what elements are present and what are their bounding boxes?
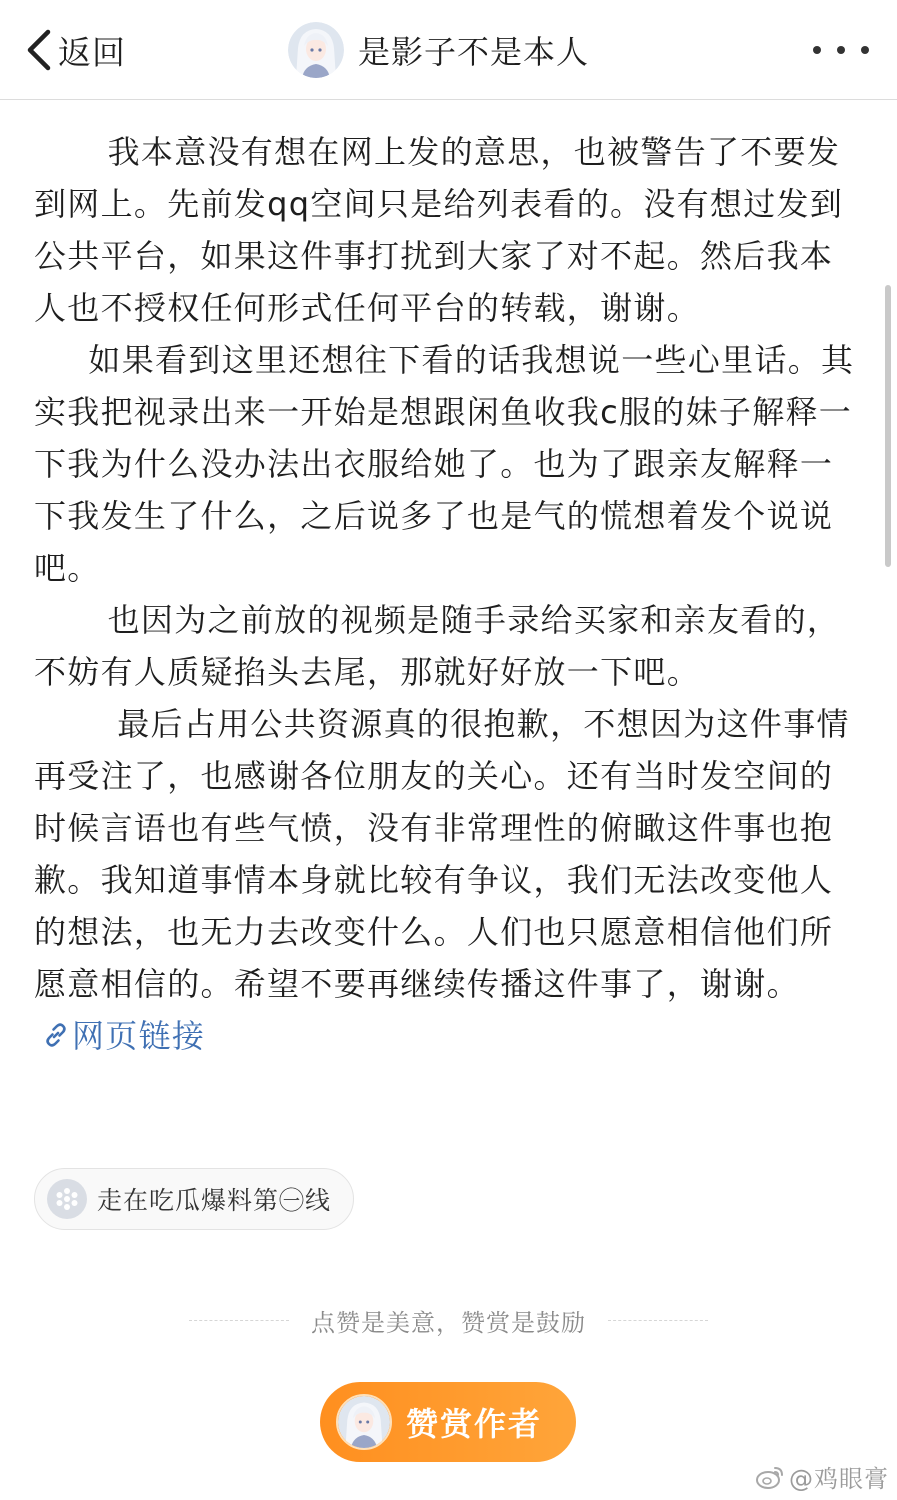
author-title[interactable] <box>288 20 589 80</box>
more-dots-icon <box>813 46 821 54</box>
page-title: 是影子不是本人 <box>358 33 590 71</box>
back-button[interactable] <box>24 22 126 78</box>
paragraph-text: 我本意没有想在网上发的意思，也被警告了不要发到网上。先前发qq空间只是给列表看的。没有想过发到公共平台，如果这件事打扰到大家了对不起。然后我本人也不授权任何形式任何平台的转载，谢谢。 <box>34 133 844 327</box>
top-nav-bar <box>0 0 897 100</box>
article-body <box>34 126 866 1062</box>
article-paragraph <box>34 698 866 1062</box>
author-avatar <box>336 1394 392 1450</box>
web-link[interactable] <box>34 1017 205 1055</box>
author-avatar[interactable] <box>288 22 344 78</box>
link-icon <box>42 1021 70 1049</box>
article-paragraph <box>34 126 866 334</box>
watermark-text: @鸡眼膏 <box>789 1465 889 1493</box>
more-dots-icon <box>861 46 869 54</box>
reward-label: 赞赏作者 <box>406 1405 543 1443</box>
divider-line <box>189 1320 289 1321</box>
divider-line <box>608 1320 708 1321</box>
topic-tag[interactable] <box>34 1168 354 1230</box>
topic-label: 走在吃瓜爆料第㊀线 <box>97 1186 332 1215</box>
flower-icon <box>54 1186 80 1212</box>
weibo-icon <box>755 1464 785 1490</box>
weibo-watermark <box>755 1459 889 1494</box>
back-label: 返回 <box>58 32 126 72</box>
link-label[interactable]: 网页链接 <box>72 1017 206 1055</box>
article-paragraph <box>34 594 866 698</box>
paragraph-text: 最后占用公共资源真的很抱歉，不想因为这件事情再受注了，也感谢各位朋友的关心。还有当时发空间的时候言语也有些气愤，没有非常理性的俯瞰这件事也抱歉。我知道事情本身就比较有争议，我们无法改变他人的想法，也无力去改变什么。人们也只愿意相信他们所愿意相信的。希望不要再继续传播这件事了，谢谢。 <box>34 705 850 1003</box>
article-paragraph <box>34 334 866 594</box>
paragraph-text: 如果看到这里还想往下看的话我想说一些心里话。其实我把视录出来一开始是想跟闲鱼收我c服的妹子解释一下我为什么没办法出衣服给她了。也为了跟亲友解释一下我发生了什么，之后说多了也是气的慌想着发个说说吧。 <box>34 341 855 587</box>
topic-icon <box>47 1179 87 1219</box>
paragraph-text: 也因为之前放的视频是随手录给买家和亲友看的，不妨有人质疑掐头去尾，那就好好放一下吧。 <box>34 601 841 691</box>
reward-author-button[interactable] <box>320 1382 576 1462</box>
more-button[interactable] <box>813 30 869 70</box>
scrollbar[interactable] <box>885 285 891 567</box>
more-dots-icon <box>837 46 845 54</box>
reward-caption: 点赞是美意，赞赏是鼓励 <box>311 1308 586 1337</box>
chevron-left-icon <box>24 28 54 72</box>
reward-divider <box>0 1300 897 1340</box>
